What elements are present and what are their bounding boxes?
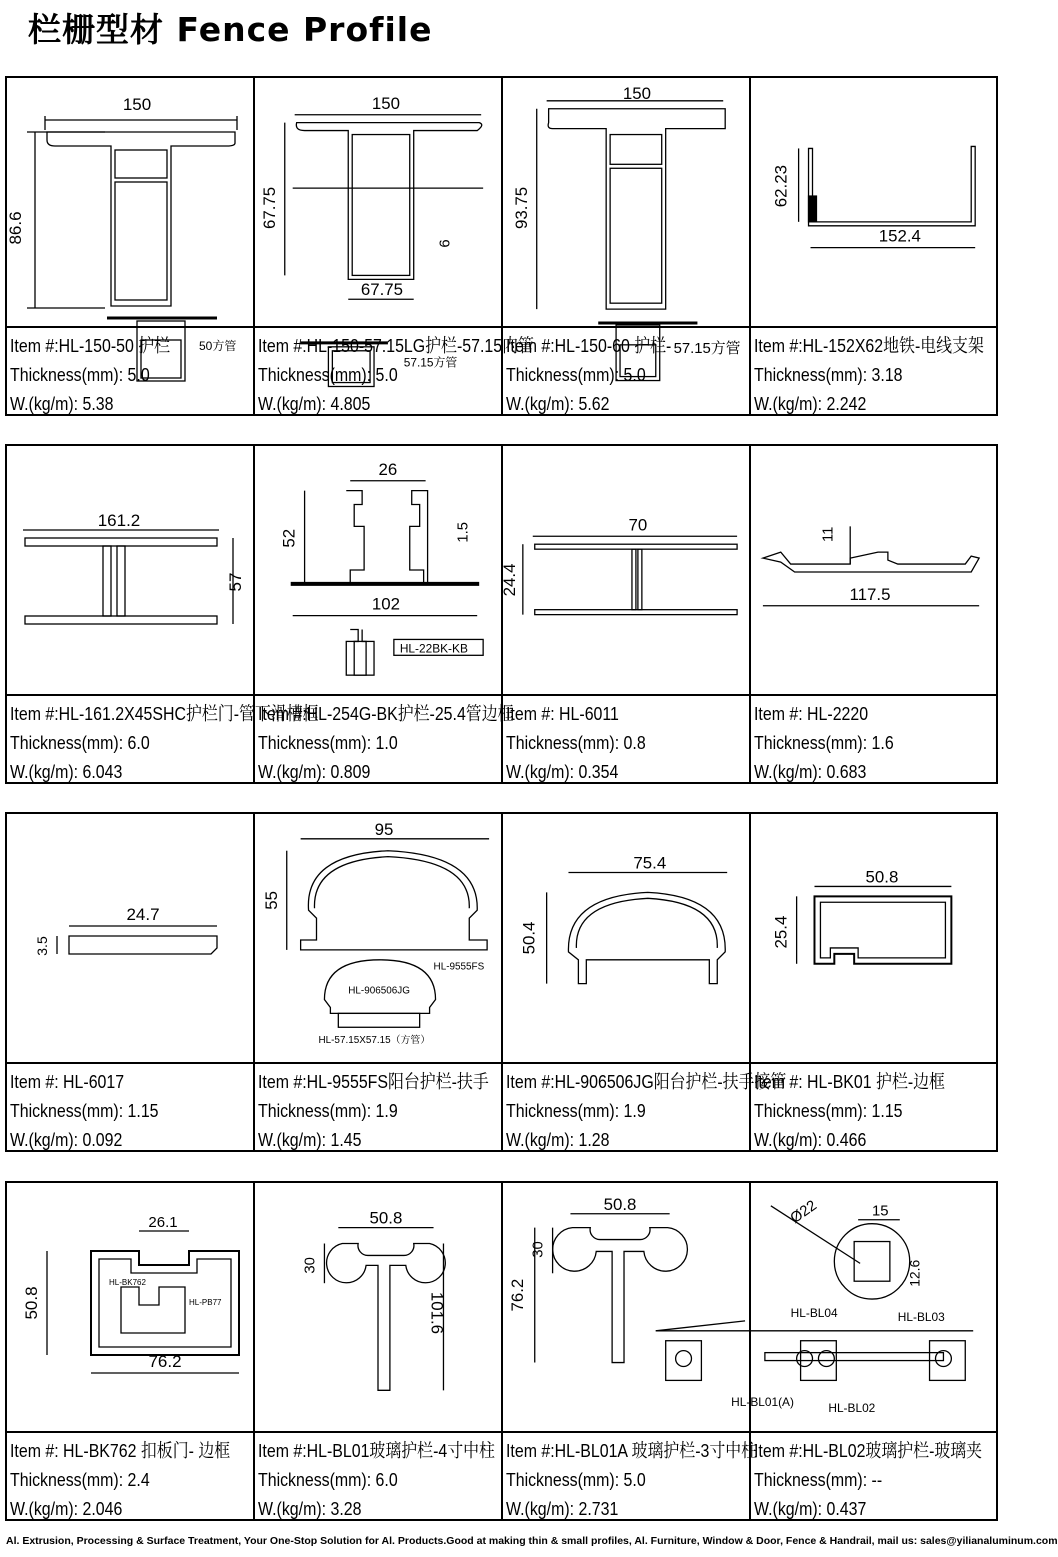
thickness: Thickness(mm): 0.8 [506, 732, 646, 753]
dim-height: 24.4 [499, 563, 519, 597]
dim-top: 26 [378, 459, 398, 479]
thickness: Thickness(mm): 1.15 [754, 1100, 903, 1121]
profile-drawing [751, 814, 997, 1062]
profile-drawing [503, 1183, 749, 1431]
thickness: Thickness(mm): 5.0 [506, 1469, 646, 1490]
product-info [503, 1431, 758, 1521]
dim-height: 76.2 [507, 1278, 527, 1312]
dim-width: 50.8 [865, 867, 899, 887]
weight: W.(kg/m): 5.62 [506, 393, 610, 414]
product-card [749, 814, 997, 1150]
product-card [501, 1183, 758, 1519]
product-card [253, 814, 501, 1150]
dim-height: 52 [279, 528, 299, 548]
profile-drawing [7, 1183, 255, 1431]
item-number: Item #: HL-BK01 护栏-边框 [754, 1071, 945, 1092]
part-label: HL-57.15X57.15（方管） [318, 1035, 431, 1047]
weight: W.(kg/m): 0.437 [754, 1498, 867, 1519]
dim-height: 50.4 [519, 921, 539, 955]
dim-step: 11 [820, 526, 837, 543]
dim-height: 50.8 [22, 1286, 41, 1320]
product-row-3 [5, 812, 998, 1152]
weight: W.(kg/m): 4.805 [258, 393, 371, 414]
item-number: Item #:HL-254G-BK护栏-25.4管边框 [258, 703, 514, 724]
profile-drawing [255, 1183, 501, 1431]
dim-width: 117.5 [849, 584, 891, 604]
dim-slot: 30 [302, 1257, 319, 1274]
product-row-2 [5, 444, 998, 784]
item-number: Item #:HL-BL01A 玻璃护栏-3寸中柱 [506, 1440, 758, 1461]
item-number: Item #:HL-150-50 护栏 [10, 335, 171, 356]
product-card [501, 446, 749, 782]
dim-wall: 1.5 [455, 521, 472, 543]
thickness: Thickness(mm): -- [754, 1469, 883, 1490]
product-info [751, 1062, 997, 1152]
dim-width: 24.7 [126, 905, 160, 924]
dim-slot: 30 [530, 1241, 547, 1258]
product-info [503, 1062, 787, 1152]
weight: W.(kg/m): 3.28 [258, 1498, 362, 1519]
dim-width: 95 [374, 819, 394, 839]
dim-wall: 6 [437, 239, 454, 248]
weight: W.(kg/m): 0.809 [258, 761, 371, 782]
part-label: HL-22BK-KB [399, 641, 468, 656]
dim-width: 75.4 [633, 853, 667, 873]
part-label: HL-9555FS [433, 961, 485, 973]
product-row-4 [5, 1181, 998, 1521]
item-number: Item #:HL-150-57.15LG护栏-57.15内管 [258, 335, 534, 356]
dim-height: 62.23 [771, 165, 791, 208]
product-card [731, 1183, 997, 1519]
thickness: Thickness(mm): 1.9 [506, 1100, 646, 1121]
weight: W.(kg/m): 5.38 [10, 393, 114, 414]
dim-width: 150 [122, 95, 152, 114]
dim-height: 86.6 [6, 211, 25, 245]
weight: W.(kg/m): 0.354 [506, 761, 619, 782]
dim-width: 50.8 [369, 1208, 403, 1228]
weight: W.(kg/m): 2.731 [506, 1498, 619, 1519]
profile-drawing [503, 814, 749, 1062]
weight: W.(kg/m): 2.046 [10, 1498, 123, 1519]
product-info [7, 1431, 255, 1521]
item-number: Item #: HL-6011 [506, 703, 619, 724]
item-number: Item #: HL-BK762 扣板门- 边框 [10, 1440, 231, 1461]
thickness: Thickness(mm): 5.0 [10, 364, 150, 385]
product-info [503, 326, 749, 416]
dim-height: 3.5 [34, 936, 50, 956]
product-info [7, 326, 255, 416]
dim-width: 161.2 [97, 511, 141, 530]
thickness: Thickness(mm): 1.15 [10, 1100, 159, 1121]
page-title: 栏栅型材 Fence Profile [28, 10, 433, 49]
item-number: Item #:HL-BL02玻璃护栏-玻璃夹 [754, 1440, 983, 1461]
footer-text: Al. Extrusion, Processing & Surface Treatment, Your One-Stop Solution for Al. Products.Good at making thin & small profiles, Al. Furniture, Window & Door, Fence & Handrail, mail us: sales@yilianaluminum.com [6, 1535, 1058, 1547]
dim-depth: 12.6 [906, 1259, 923, 1287]
part-label: HL-BL04 [790, 1305, 838, 1320]
dim-height: 25.4 [771, 915, 791, 949]
dim-width: 150 [371, 93, 401, 113]
weight: W.(kg/m): 0.092 [10, 1129, 123, 1150]
weight: W.(kg/m): 0.466 [754, 1129, 867, 1150]
weight: W.(kg/m): 2.242 [754, 393, 867, 414]
thickness: Thickness(mm): 1.9 [258, 1100, 398, 1121]
part-label: HL-BL02 [828, 1401, 876, 1416]
item-number: Item #: HL-2220 [754, 703, 869, 724]
part-label: HL-PB77 [189, 1298, 222, 1307]
dim-width: 50.8 [603, 1194, 637, 1214]
product-card [7, 78, 255, 414]
dim-tube: 57.15方管 [673, 340, 741, 357]
profile-drawing [7, 446, 255, 694]
dim-height: 57 [226, 572, 245, 592]
thickness: Thickness(mm): 3.18 [754, 364, 903, 385]
dim-tube: 57.15方管 [403, 355, 458, 370]
dim-tube: 50方管 [199, 339, 237, 353]
item-number: Item #:HL-161.2X45SHC护栏门-管下滑槽框 [10, 703, 319, 724]
dim-width: 152.4 [878, 226, 921, 246]
weight: W.(kg/m): 0.683 [754, 761, 867, 782]
product-card [253, 1183, 501, 1519]
dim-height: 67.75 [259, 186, 279, 230]
product-row-1 [5, 76, 998, 416]
dim-width: 102 [371, 594, 401, 614]
profile-drawing [751, 78, 997, 326]
profile-drawing [751, 446, 997, 694]
dim-height: 101.6 [427, 1291, 447, 1335]
product-info [503, 694, 749, 784]
weight: W.(kg/m): 1.45 [258, 1129, 362, 1150]
dim-width: 150 [622, 83, 651, 103]
profile-drawing [731, 1183, 997, 1431]
profile-drawing [255, 446, 501, 694]
profile-drawing [499, 446, 749, 694]
thickness: Thickness(mm): 6.0 [10, 732, 150, 753]
profile-drawing [255, 814, 501, 1062]
product-info [751, 326, 997, 416]
dim-diameter: Ø22 [787, 1197, 820, 1227]
thickness: Thickness(mm): 5.0 [506, 364, 646, 385]
dim-width: 15 [872, 1203, 889, 1220]
part-label: HL-906506JG [348, 985, 410, 997]
product-info [255, 694, 514, 784]
item-number: Item #:HL-9555FS阳台护栏-扶手 [258, 1071, 489, 1092]
thickness: Thickness(mm): 6.0 [258, 1469, 398, 1490]
thickness: Thickness(mm): 1.6 [754, 732, 894, 753]
item-number: Item #:HL-152X62地铁-电线支架 [754, 335, 984, 356]
product-info [255, 1062, 501, 1152]
dim-height: 55 [261, 890, 281, 910]
product-card [501, 78, 749, 414]
product-info [751, 694, 997, 784]
thickness: Thickness(mm): 1.0 [258, 732, 398, 753]
dim-height: 93.75 [511, 186, 531, 230]
thickness: Thickness(mm): 5.0 [258, 364, 398, 385]
dim-width: 70 [628, 515, 648, 535]
thickness: Thickness(mm): 2.4 [10, 1469, 150, 1490]
product-info [255, 1431, 501, 1521]
part-label: HL-BL03 [897, 1309, 945, 1324]
dim-width: 76.2 [148, 1352, 182, 1371]
product-card [749, 78, 997, 414]
item-number: Item #:HL-906506JG阳台护栏-扶手接管 [506, 1071, 787, 1092]
weight: W.(kg/m): 1.28 [506, 1129, 610, 1150]
product-card [7, 814, 255, 1150]
part-label: HL-BK762 [109, 1278, 146, 1287]
item-number: Item #:HL-150-60 护栏- [506, 335, 672, 356]
product-info [7, 1062, 255, 1152]
part-label: HL-BL01(A) [731, 1395, 794, 1410]
product-card [749, 446, 997, 782]
profile-drawing [7, 814, 255, 1062]
item-number: Item #: HL-6017 [10, 1071, 125, 1092]
item-number: Item #:HL-BL01玻璃护栏-4寸中柱 [258, 1440, 495, 1461]
product-info [255, 326, 534, 416]
dim-slot: 26.1 [148, 1214, 178, 1231]
product-info [751, 1431, 997, 1521]
product-card [7, 1183, 255, 1519]
dim-inner: 67.75 [360, 280, 404, 300]
weight: W.(kg/m): 6.043 [10, 761, 123, 782]
